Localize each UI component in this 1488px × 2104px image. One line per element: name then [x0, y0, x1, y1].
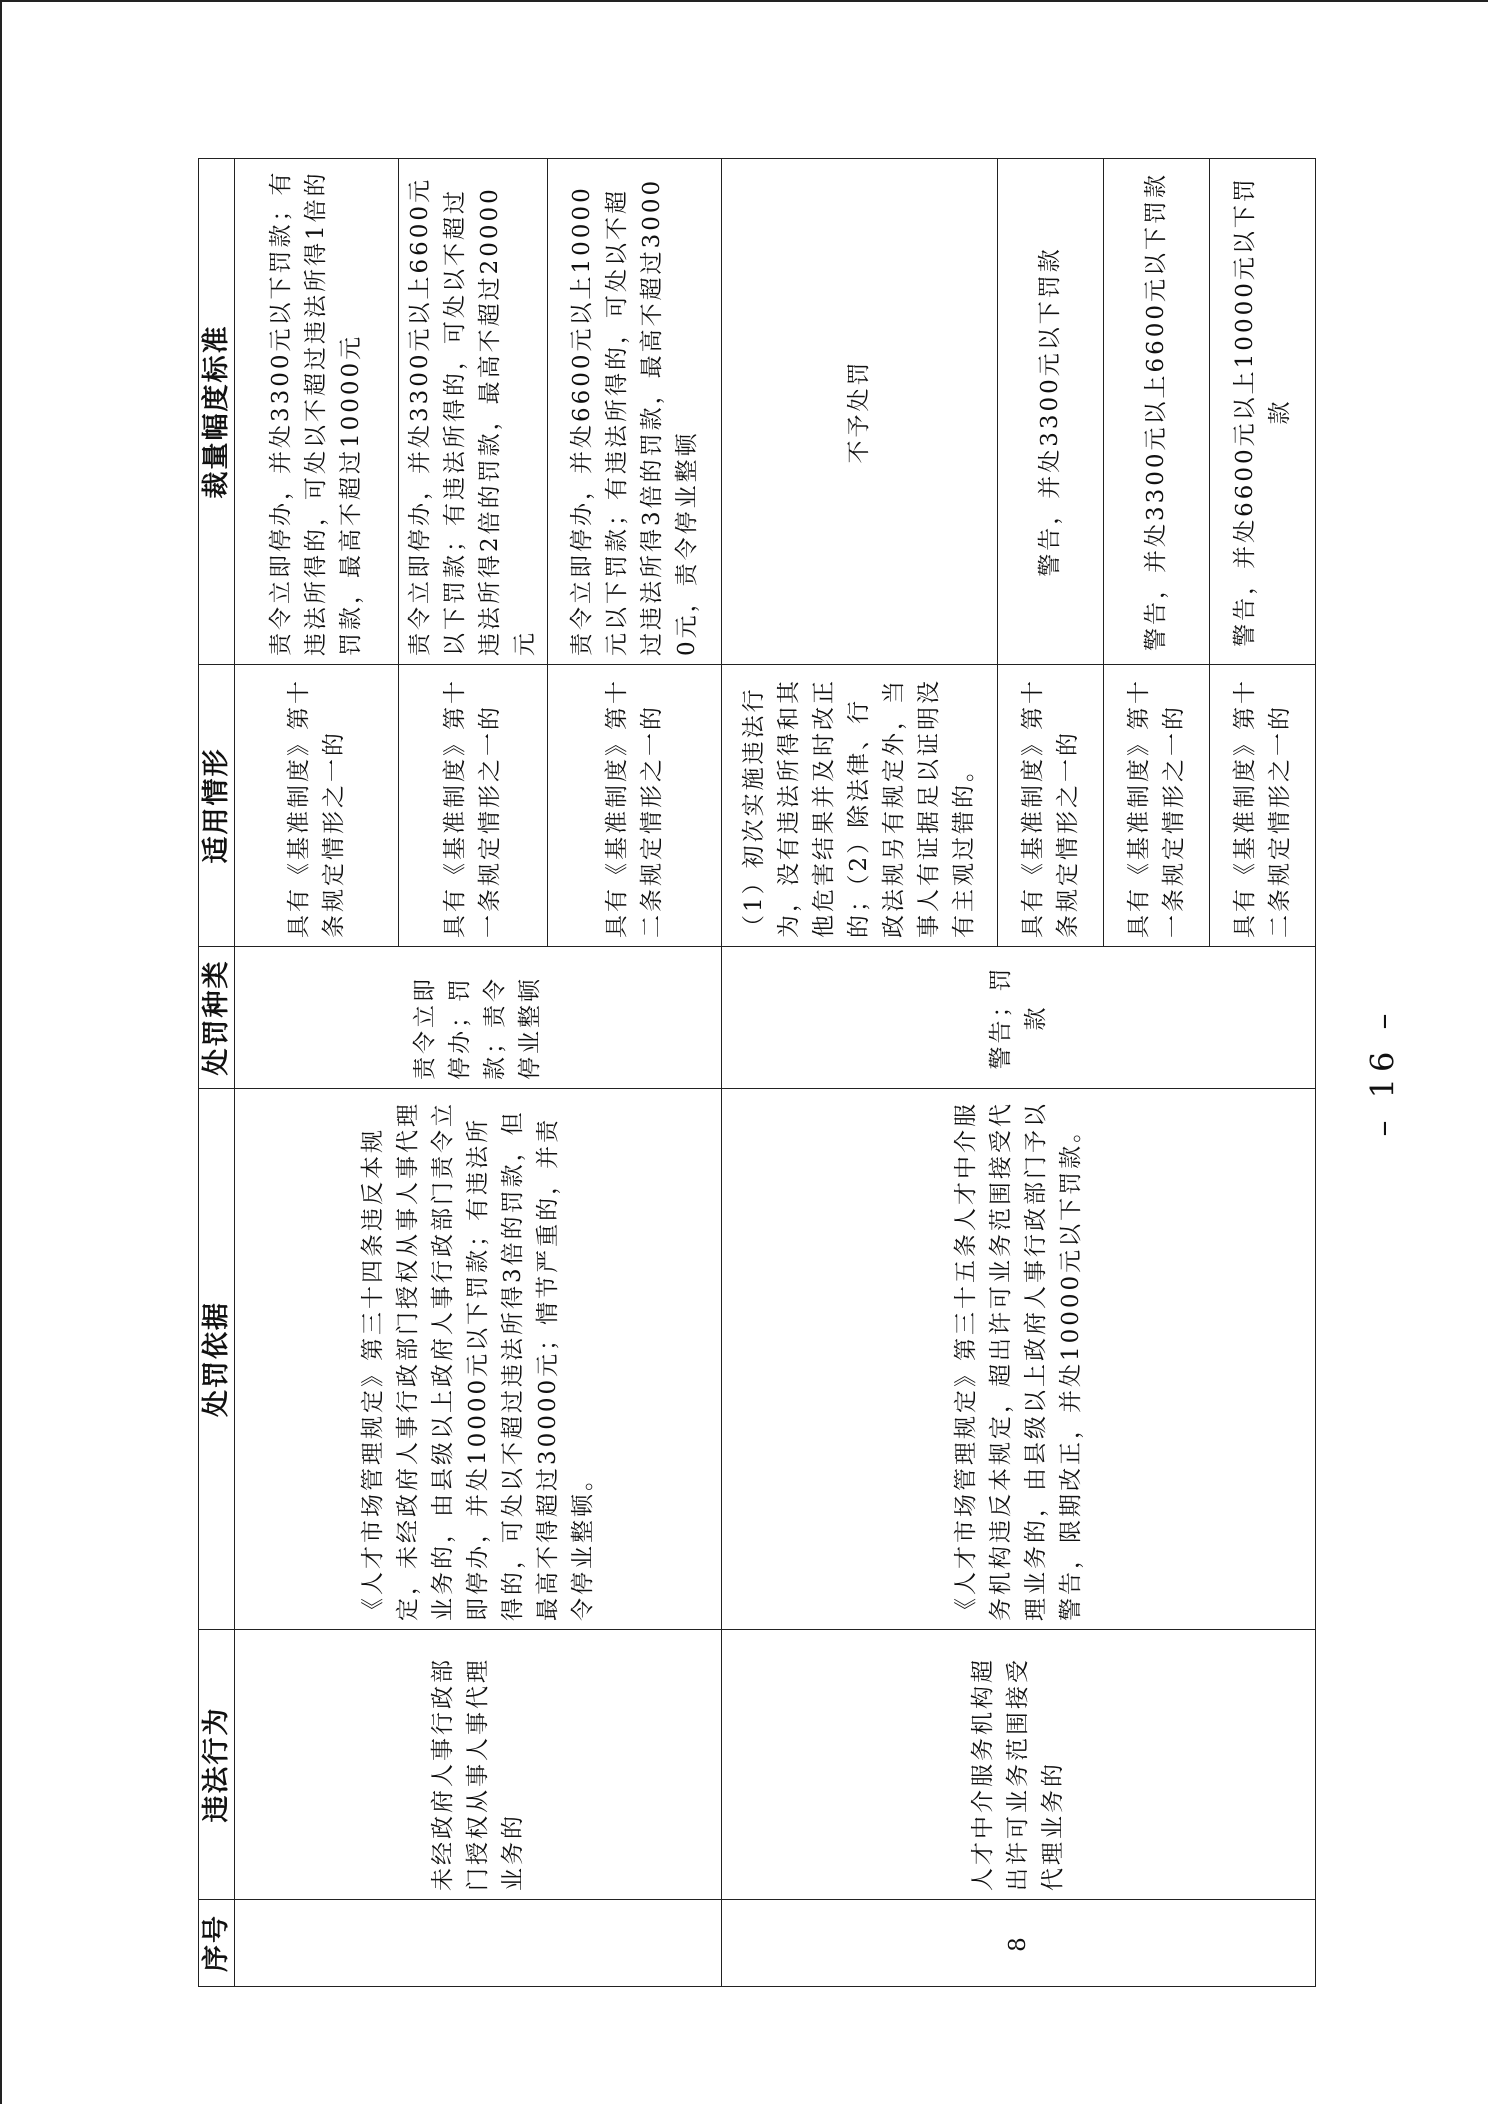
cell-standard: 责令立即停办，并处6600元以上10000元以下罚款；有违法所得的，可处以不超过违法所得3倍的罚款，最高不超过30000元，责令停业整顿	[548, 159, 722, 665]
cell-seq	[235, 1900, 722, 1987]
cell-standard: 不予处罚	[722, 159, 998, 665]
header-violation: 违法行为	[199, 1630, 235, 1900]
cell-standard: 警告，并处3300元以上6600元以下罚款	[1104, 159, 1210, 665]
header-row	[199, 159, 235, 1987]
cell-situation: （1）初次实施违法行为，没有违法所得和其他危害结果并及时改正的；（2）除法律、行政法规另有规定外，当事人有证据足以证明没有主观过错的。	[722, 665, 998, 947]
cell-violation: 未经政府人事行政部门授权从事人事代理业务的	[235, 1630, 722, 1900]
cell-standard: 责令立即停办，并处3300元以下罚款；有违法所得的，可处以不超过违法所得1倍的罚款，最高不超过10000元	[235, 159, 399, 665]
page-number: – 16 –	[1363, 1007, 1402, 1137]
rotated-table-container	[198, 159, 1293, 1987]
cell-standard: 警告，并处3300元以下罚款	[998, 159, 1104, 665]
cell-situation: 具有《基准制度》第十二条规定情形之一的	[1210, 665, 1316, 947]
header-situation: 适用情形	[199, 665, 235, 947]
header-seq: 序号	[199, 1900, 235, 1987]
table-row	[722, 159, 998, 1987]
header-type: 处罚种类	[199, 947, 235, 1089]
header-standard: 裁量幅度标准	[199, 159, 235, 665]
header-basis: 处罚依据	[199, 1089, 235, 1630]
cell-situation: 具有《基准制度》第十条规定情形之一的	[235, 665, 399, 947]
penalty-discretion-table	[198, 158, 1316, 1987]
cell-seq: 8	[722, 1900, 1316, 1987]
cell-type: 责令立即停办；罚款；责令停业整顿	[235, 947, 722, 1089]
cell-situation: 具有《基准制度》第十一条规定情形之一的	[1104, 665, 1210, 947]
cell-standard: 责令立即停办，并处3300元以上6600元以下罚款；有违法所得的，可处以不超过违法所得2倍的罚款，最高不超过20000元	[399, 159, 548, 665]
cell-situation: 具有《基准制度》第十一条规定情形之一的	[399, 665, 548, 947]
table-row	[235, 159, 399, 1987]
cell-type: 警告；罚款	[722, 947, 1316, 1089]
cell-basis: 《人才市场管理规定》第三十四条违反本规定，未经政府人事行政部门授权从事人事代理业务的，由县级以上政府人事行政部门责令立即停办，并处10000元以下罚款；有违法所得的，可处以不超过违法所得3倍的罚款，但最高不得超过30000元；情节严重的，并责令停业整顿。	[235, 1089, 722, 1630]
page-border-left	[0, 0, 2, 2104]
page-border-top	[0, 0, 1488, 2]
cell-violation: 人才中介服务机构超出许可业务范围接受代理业务的	[722, 1630, 1316, 1900]
cell-situation: 具有《基准制度》第十二条规定情形之一的	[548, 665, 722, 947]
cell-basis: 《人才市场管理规定》第三十五条人才中介服务机构违反本规定，超出许可业务范围接受代理业务的，由县级以上政府人事行政部门予以警告，限期改正，并处10000元以下罚款。	[722, 1089, 1316, 1630]
cell-situation: 具有《基准制度》第十条规定情形之一的	[998, 665, 1104, 947]
cell-standard: 警告，并处6600元以上10000元以下罚款	[1210, 159, 1316, 665]
